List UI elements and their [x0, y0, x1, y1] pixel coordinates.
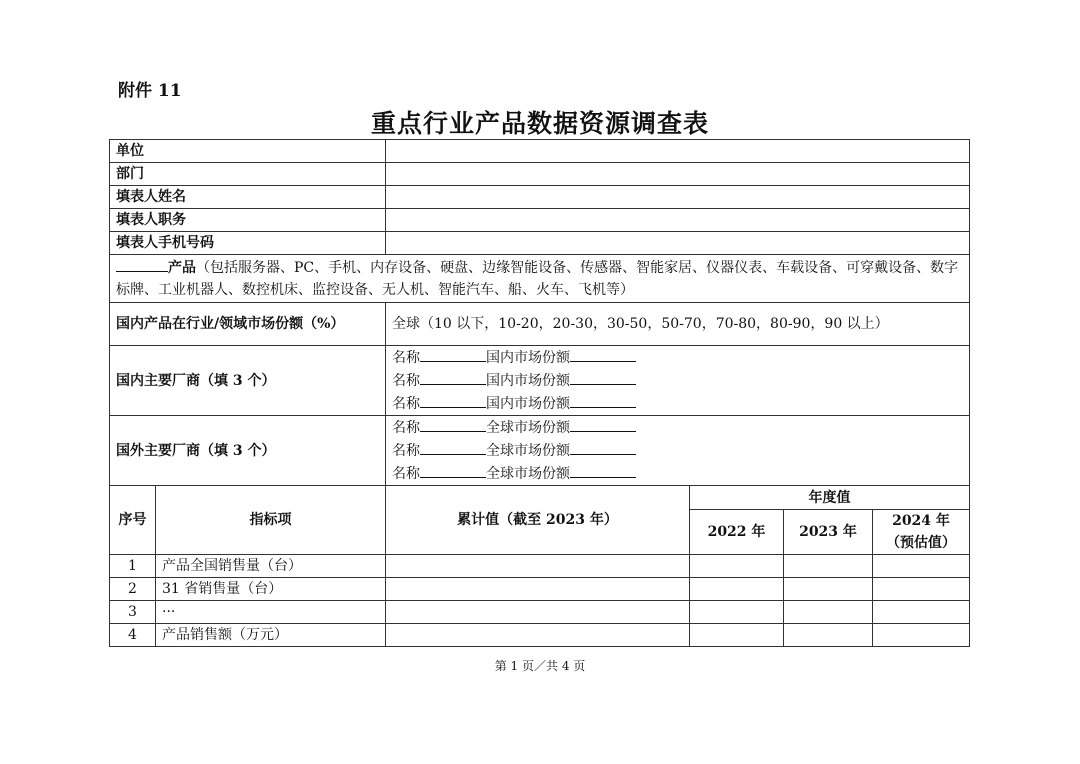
vendor-name-blank[interactable] [420, 462, 486, 478]
row-index: 2 [110, 578, 156, 601]
info-label-filler-name: 填表人姓名 [110, 186, 386, 209]
market-share-options: 全球（10 以下，10-20，20-30，30-50，50-70，70-80，80-90，90 以上） [386, 303, 970, 346]
info-row-filler-phone [110, 232, 970, 255]
foreign-vendors-entries [386, 416, 970, 486]
vendor-share-blank[interactable] [570, 346, 636, 362]
row-index: 4 [110, 624, 156, 647]
form-title: 重点行业产品数据资源调查表 [370, 109, 709, 138]
row-index: 3 [110, 601, 156, 624]
value-2023-cell[interactable] [784, 578, 873, 601]
info-row-unit [110, 140, 970, 163]
col-header-2024: 2024 年 （预估值） [873, 510, 970, 555]
value-2022-cell[interactable] [690, 578, 784, 601]
vendor-name-blank[interactable] [420, 346, 486, 362]
value-2022-cell[interactable] [690, 555, 784, 578]
vendor-name-blank[interactable] [420, 369, 486, 385]
info-value-unit[interactable] [386, 140, 970, 163]
indicator-header-row [110, 486, 970, 510]
vendor-share-blank[interactable] [570, 462, 636, 478]
value-2024-cell[interactable] [873, 624, 970, 647]
foreign-vendor-entry: 名称 全球市场份额 [392, 416, 963, 439]
row-item: ··· [156, 601, 386, 624]
table-row [110, 624, 970, 647]
row-item: 产品全国销售量（台） [156, 555, 386, 578]
value-2024-cell[interactable] [873, 601, 970, 624]
value-2023-cell[interactable] [784, 555, 873, 578]
info-row-filler-name [110, 186, 970, 209]
value-2024-cell[interactable] [873, 555, 970, 578]
domestic-vendor-entry: 名称 国内市场份额 [392, 392, 963, 415]
info-label-department: 部门 [110, 163, 386, 186]
vendor-share-blank[interactable] [570, 369, 636, 385]
value-2023-cell[interactable] [784, 624, 873, 647]
vendor-share-blank[interactable] [570, 416, 636, 432]
cumulative-value-cell[interactable] [386, 601, 690, 624]
domestic-vendors-label: 国内主要厂商（填 3 个） [110, 346, 386, 416]
foreign-vendors-label: 国外主要厂商（填 3 个） [110, 416, 386, 486]
foreign-vendor-entry: 名称 全球市场份额 [392, 439, 963, 462]
domestic-vendor-entry: 名称 国内市场份额 [392, 346, 963, 369]
info-label-unit: 单位 [110, 140, 386, 163]
cumulative-value-cell[interactable] [386, 555, 690, 578]
info-value-department[interactable] [386, 163, 970, 186]
domestic-vendors-entries [386, 346, 970, 416]
attachment-label: 附件 11 [118, 81, 182, 101]
market-share-label: 国内产品在行业/领域市场份额（%） [110, 303, 386, 346]
info-label-filler-position: 填表人职务 [110, 209, 386, 232]
page-footer: 第 1 页／共 4 页 [494, 659, 586, 673]
info-value-filler-name[interactable] [386, 186, 970, 209]
col-header-item: 指标项 [156, 486, 386, 555]
product-name-blank[interactable] [116, 256, 168, 272]
vendor-name-blank[interactable] [420, 439, 486, 455]
table-row [110, 601, 970, 624]
market-share-row [110, 303, 970, 346]
product-cell [110, 255, 970, 303]
col-header-annual: 年度值 [690, 486, 970, 510]
product-row [110, 255, 970, 303]
info-row-department [110, 163, 970, 186]
foreign-vendor-entry: 名称 全球市场份额 [392, 462, 963, 485]
vendor-share-blank[interactable] [570, 439, 636, 455]
row-item: 产品销售额（万元） [156, 624, 386, 647]
value-2024-cell[interactable] [873, 578, 970, 601]
col-header-index: 序号 [110, 486, 156, 555]
domestic-vendor-entry: 名称 国内市场份额 [392, 369, 963, 392]
col-header-2023: 2023 年 [784, 510, 873, 555]
value-2023-cell[interactable] [784, 601, 873, 624]
table-row [110, 578, 970, 601]
info-value-filler-phone[interactable] [386, 232, 970, 255]
value-2022-cell[interactable] [690, 624, 784, 647]
col-header-2022: 2022 年 [690, 510, 784, 555]
domestic-vendors-row [110, 346, 970, 416]
foreign-vendors-row [110, 416, 970, 486]
vendor-name-blank[interactable] [420, 416, 486, 432]
vendor-share-blank[interactable] [570, 392, 636, 408]
vendor-name-blank[interactable] [420, 392, 486, 408]
table-row [110, 555, 970, 578]
info-label-filler-phone: 填表人手机号码 [110, 232, 386, 255]
col-header-cumulative: 累计值（截至 2023 年） [386, 486, 690, 555]
product-suffix: 产品 [168, 260, 196, 276]
survey-form-table [109, 139, 970, 647]
row-index: 1 [110, 555, 156, 578]
product-description: （包括服务器、PC、手机、内存设备、硬盘、边缘智能设备、传感器、智能家居、仪器仪表、车载设备、可穿戴设备、数字标牌、工业机器人、数控机床、监控设备、无人机、智能汽车、船、火车、飞机等） [116, 260, 959, 298]
info-row-filler-position [110, 209, 970, 232]
row-item: 31 省销售量（台） [156, 578, 386, 601]
cumulative-value-cell[interactable] [386, 624, 690, 647]
info-value-filler-position[interactable] [386, 209, 970, 232]
cumulative-value-cell[interactable] [386, 578, 690, 601]
value-2022-cell[interactable] [690, 601, 784, 624]
